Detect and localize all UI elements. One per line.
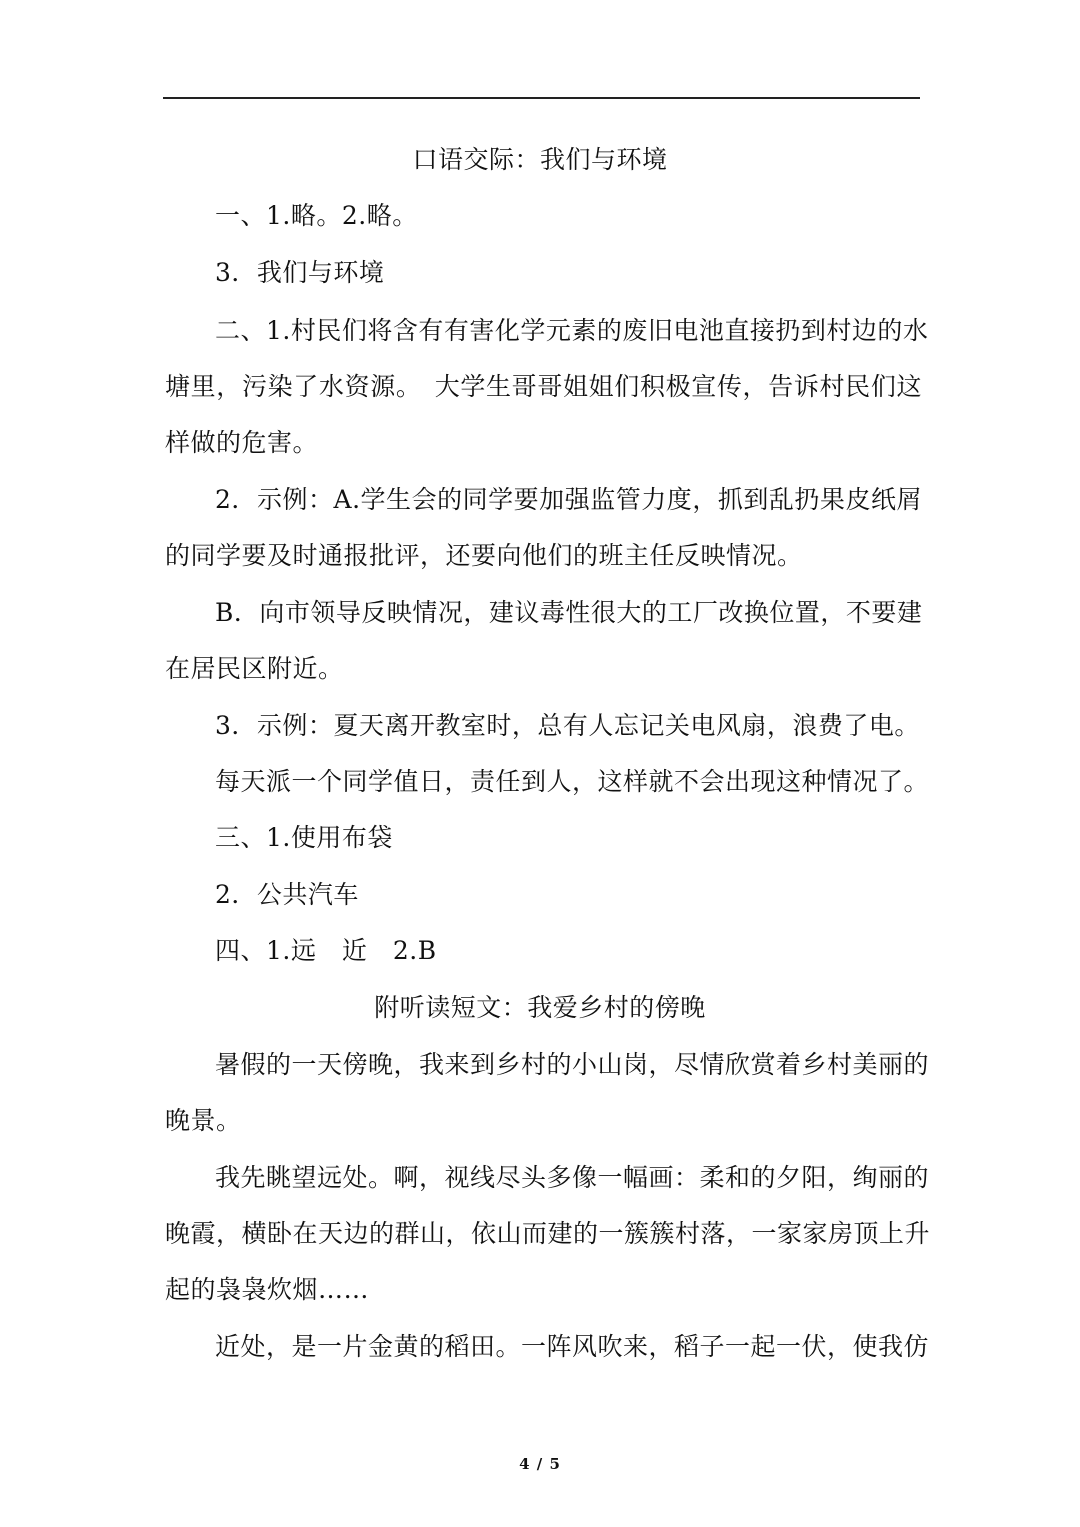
answer-line: 四、1.远 近 2.B xyxy=(215,936,437,965)
answer-line: 三、1.使用布袋 xyxy=(215,823,393,852)
passage-line: 晚霞，横卧在天边的群山，依山而建的一簇簇村落，一家家房顶上升 xyxy=(165,1219,931,1248)
passage-line: 暑假的一天傍晚，我来到乡村的小山岗，尽情欣赏着乡村美丽的 xyxy=(215,1050,930,1079)
answer-line: 二、1.村民们将含有有害化学元素的废旧电池直接扔到村边的水 xyxy=(215,316,929,345)
answer-line: 样做的危害。 xyxy=(165,428,319,457)
answer-line: 一、1.略。2.略。 xyxy=(215,201,418,230)
answer-line: B．向市领导反映情况，建议毒性很大的工厂改换位置，不要建 xyxy=(215,598,923,627)
answer-line: 2．公共汽车 xyxy=(215,880,359,909)
answer-line: 2．示例：A.学生会的同学要加强监管力度，抓到乱扔果皮纸屑 xyxy=(215,485,922,514)
answer-line: 3．示例：夏天离开教室时，总有人忘记关电风扇，浪费了电。 xyxy=(215,711,920,740)
section-title: 口语交际：我们与环境 xyxy=(412,145,668,174)
passage-line: 晚景。 xyxy=(165,1106,242,1135)
answer-line: 在居民区附近。 xyxy=(165,654,344,683)
answer-line: 每天派一个同学值日，责任到人，这样就不会出现这种情况了。 xyxy=(215,767,930,796)
passage-line: 近处，是一片金黄的稻田。一阵风吹来，稻子一起一伏，使我仿 xyxy=(215,1332,930,1361)
passage-line: 起的袅袅炊烟…… xyxy=(165,1275,370,1304)
answer-line: 塘里，污染了水资源。 大学生哥哥姐姐们积极宣传，告诉村民们这 xyxy=(165,372,922,401)
section-title: 附听读短文：我爱乡村的傍晚 xyxy=(374,993,706,1022)
passage-line: 我先眺望远处。啊，视线尽头多像一幅画：柔和的夕阳，绚丽的 xyxy=(215,1163,930,1192)
header-rule xyxy=(163,97,920,99)
page-number: 4 / 5 xyxy=(519,1455,561,1473)
answer-line: 的同学要及时通报批评，还要向他们的班主任反映情况。 xyxy=(165,541,803,570)
answer-line: 3．我们与环境 xyxy=(215,258,385,287)
